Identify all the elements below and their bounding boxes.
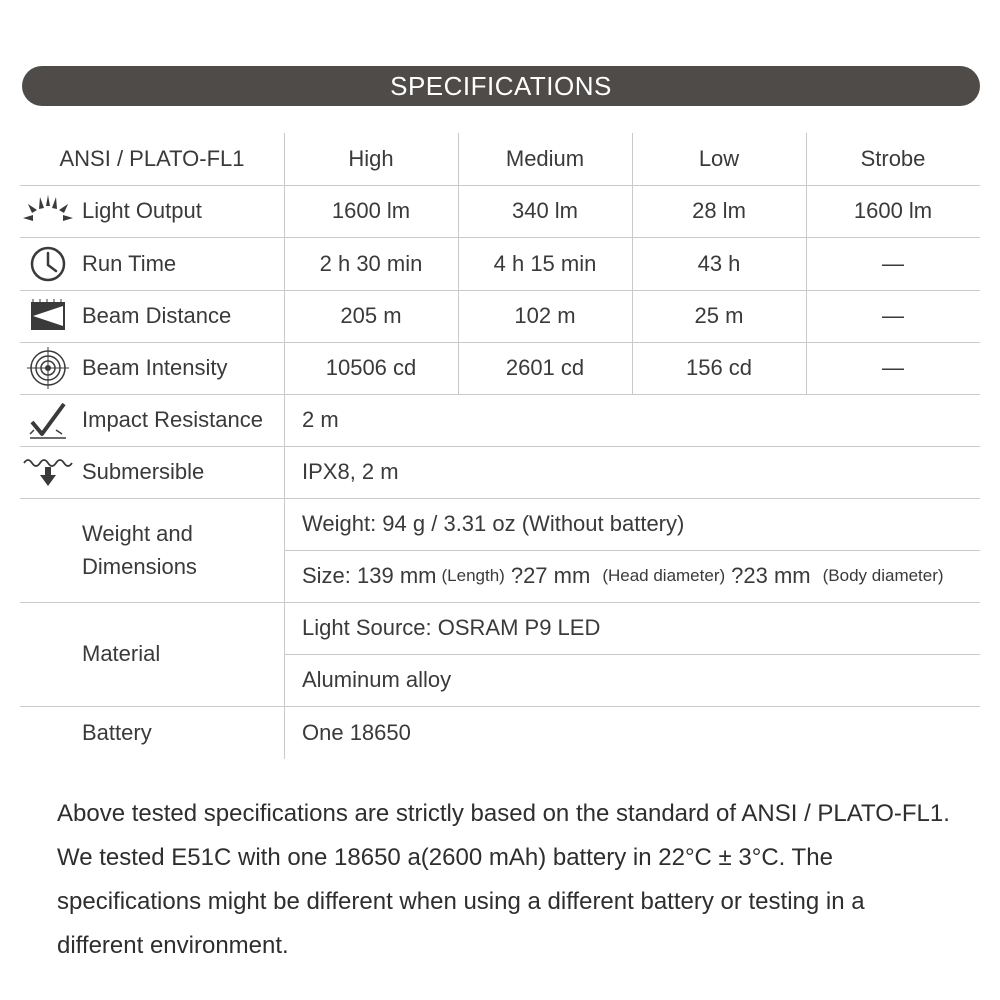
- mode-header-medium: Medium: [505, 146, 585, 171]
- size-head-diameter-note: (Head diameter): [602, 566, 726, 585]
- submersible-value: IPX8, 2 m: [302, 459, 399, 484]
- beam-intensity-label: Beam Intensity: [82, 355, 228, 380]
- mode-header-strobe: Strobe: [860, 146, 926, 171]
- light-source-value: Light Source: OSRAM P9 LED: [302, 615, 601, 640]
- specifications-banner: [22, 66, 980, 106]
- light-output-strobe: 1600 lm: [853, 198, 933, 223]
- mode-header-low: Low: [698, 146, 740, 171]
- target-icon: [20, 348, 76, 388]
- beam-distance-label: Beam Distance: [82, 303, 232, 328]
- row-icon-placeholder: [20, 713, 76, 753]
- beam-distance-strobe: —: [882, 303, 904, 328]
- row-label-beam-intensity: [20, 342, 284, 394]
- row-label-weight-dimensions: [20, 498, 284, 602]
- row-label-submersible: [20, 446, 284, 498]
- run-time-strobe: —: [882, 250, 904, 276]
- mode-header-high: High: [348, 146, 394, 171]
- size-body-diameter-note: (Body diameter): [822, 566, 944, 585]
- row-label-light-output: [20, 185, 284, 237]
- beam-distance-icon: [20, 296, 76, 336]
- row-icon-placeholder: [20, 530, 76, 570]
- row-icon-placeholder: [20, 634, 76, 674]
- row-label-run-time: [20, 237, 284, 290]
- run-time-low: 43 h: [697, 250, 741, 276]
- submersible-label: Submersible: [82, 459, 205, 484]
- beam-distance-high: 205 m: [340, 303, 402, 328]
- row-label-beam-distance: [20, 290, 284, 342]
- battery-label: Battery: [82, 719, 152, 745]
- specifications-table: [20, 133, 980, 759]
- beam-intensity-high: 10506 cd: [325, 355, 417, 380]
- row-label-battery: [20, 706, 284, 759]
- row-label-material: [20, 602, 284, 706]
- body-material-value: Aluminum alloy: [302, 667, 452, 692]
- impact-resistance-label: Impact Resistance: [82, 407, 263, 432]
- run-time-label: Run Time: [82, 250, 177, 276]
- weight-value: Weight: 94 g / 3.31 oz (Without battery): [302, 511, 685, 536]
- light-output-label: Light Output: [82, 198, 202, 223]
- beam-intensity-medium: 2601 cd: [505, 355, 585, 380]
- size-body-diameter: ?23 mm: [731, 563, 811, 588]
- standard-label: ANSI / PLATO-FL1: [59, 146, 245, 171]
- battery-value: One 18650: [302, 719, 411, 745]
- light-output-low: 28 lm: [692, 198, 746, 223]
- beam-intensity-low: 156 cd: [685, 355, 753, 380]
- run-time-high: 2 h 30 min: [319, 250, 423, 276]
- test-conditions-note: Above tested specifications are strictly based on the standard of ANSI / PLATO-FL1. We tested E51C with one 18650 a(2600 mAh) battery in 22°C ± 3°C. The specifications might be different when using a different battery or testing in a different environment.: [57, 800, 950, 959]
- run-time-medium: 4 h 15 min: [493, 250, 597, 276]
- light-output-medium: 340 lm: [511, 198, 579, 223]
- size-length-note: (Length): [441, 566, 505, 585]
- size-value: [284, 550, 980, 602]
- beam-intensity-strobe: —: [882, 355, 904, 380]
- row-label-impact-resistance: [20, 394, 284, 446]
- beam-distance-low: 25 m: [694, 303, 744, 328]
- light-output-high: 1600 lm: [331, 198, 411, 223]
- beam-distance-medium: 102 m: [514, 303, 576, 328]
- material-label: Material: [82, 641, 161, 666]
- specifications-title: SPECIFICATIONS: [390, 70, 612, 101]
- size-length: Size: 139 mm: [302, 563, 437, 588]
- submersible-icon: [20, 452, 76, 492]
- impact-icon: [20, 400, 76, 440]
- clock-icon: [20, 244, 76, 284]
- weight-dimensions-label: Weight and Dimensions: [82, 521, 197, 579]
- size-head-diameter: ?27 mm: [510, 563, 591, 588]
- light-burst-icon: [20, 191, 76, 231]
- impact-resistance-value: 2 m: [302, 407, 339, 432]
